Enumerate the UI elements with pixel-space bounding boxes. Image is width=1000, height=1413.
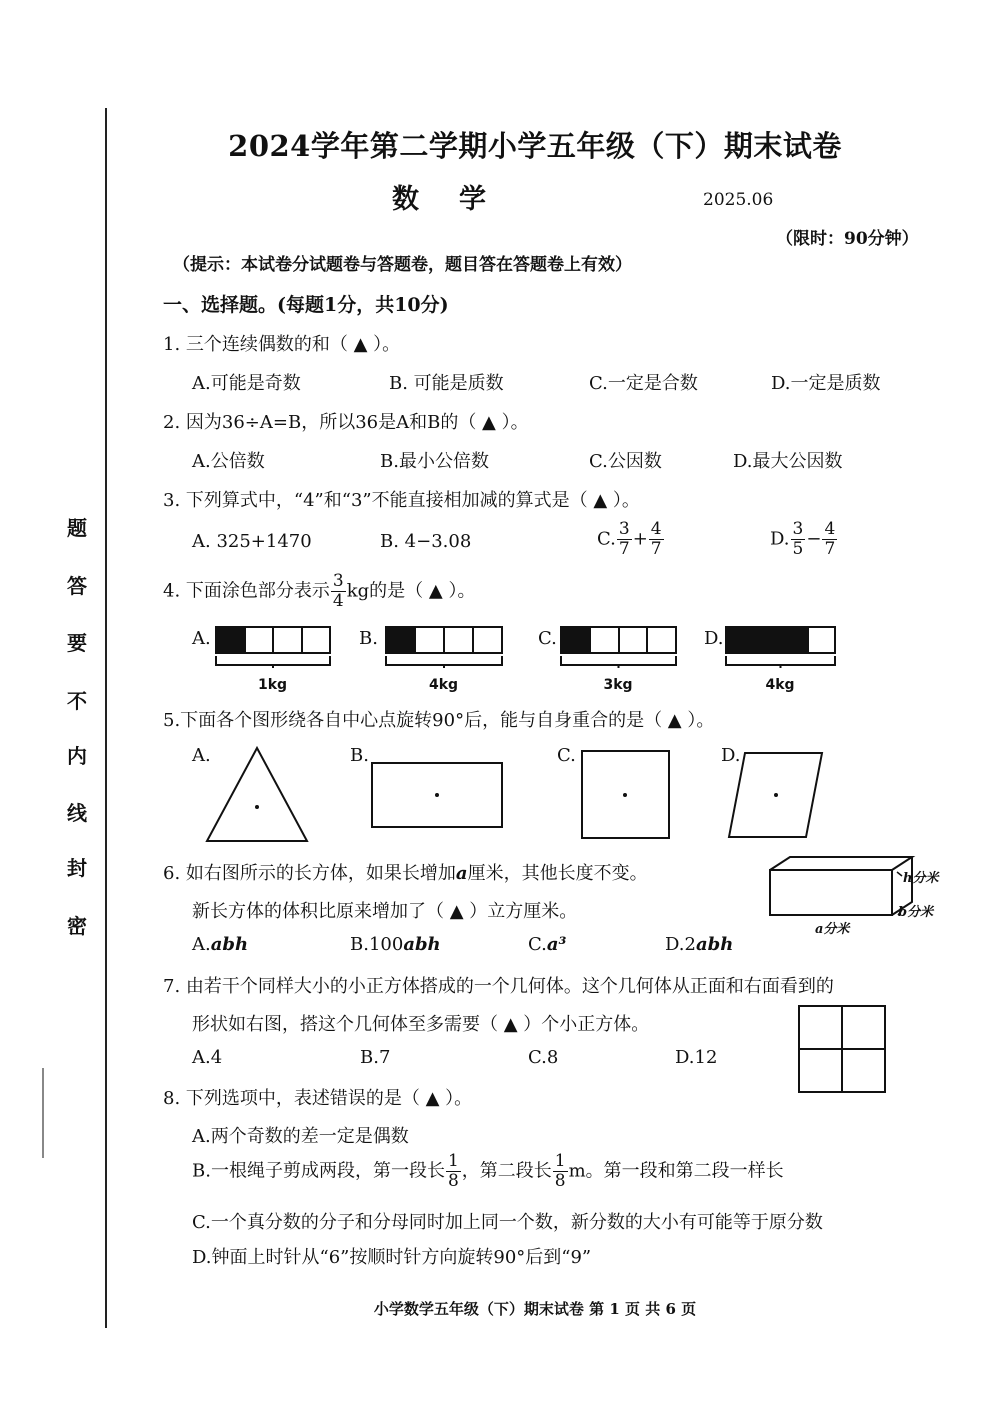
q7-option-a: A.4: [192, 1047, 223, 1068]
center-dot: [623, 793, 627, 797]
empty-cell: [416, 628, 445, 652]
triangle-shape: [207, 748, 307, 841]
filled-cell: [387, 628, 416, 652]
q5-option-d-label: D.: [721, 745, 741, 766]
q2-option-b: B.最小公倍数: [380, 451, 489, 472]
q1-option-a: A.可能是奇数: [192, 373, 301, 394]
q2-option-c: C.公因数: [589, 451, 662, 472]
operator: +: [632, 528, 648, 550]
kg-label: 3kg: [603, 677, 633, 693]
q7-option-b: B.7: [360, 1047, 391, 1068]
bracket-line: [560, 656, 677, 668]
seal-char: 密: [67, 914, 87, 938]
q4-option-label: D.: [704, 628, 724, 649]
q8-option-b: B.一根绳子剪成两段，第一段长 $\frac{1}{8}$ ，第二段长 $\frac{1}{8}$ m。第一段和第二段一样长: [192, 1151, 784, 1191]
seal-char: 内: [67, 744, 87, 768]
question-6-stem: 6. 如右图所示的长方体，如果长增加a厘米，其他长度不变。: [163, 863, 648, 884]
seal-char: 要: [67, 631, 87, 655]
fraction: $\frac{1}{8}$: [554, 1151, 566, 1191]
question-7-stem-2: 形状如右图，搭这个几何体至多需要（ ▲ ）个小正方体。: [192, 1014, 650, 1035]
seal-char: 题: [67, 516, 87, 540]
fraction: $\frac{4}{7}$: [824, 519, 836, 559]
empty-cell: [620, 628, 649, 652]
empty-cell: [303, 628, 330, 652]
filled-cell: [217, 628, 246, 652]
subject-title: 数学: [392, 184, 526, 215]
question-7-stem: 7. 由若干个同样大小的小正方体搭成的一个几何体。这个几何体从正面和右面看到的: [163, 976, 834, 997]
binding-mark: [42, 1068, 44, 1158]
q4-option-label: B.: [359, 628, 378, 649]
q7-option-c: C.8: [528, 1047, 559, 1068]
q6-option-b: B.100abh: [350, 934, 441, 955]
q8-option-c: C.一个真分数的分子和分母同时加上同一个数，新分数的大小有可能等于原分数: [192, 1212, 823, 1233]
q3-option-a: A. 325+1470: [192, 531, 312, 552]
empty-cell: [246, 628, 275, 652]
question-2-stem: 2. 因为36÷A=B，所以36是A和B的（ ▲ ）。: [163, 412, 529, 433]
center-dot: [435, 793, 439, 797]
q3-option-d: [770, 520, 838, 559]
exam-date: 2025.06: [703, 190, 774, 210]
filled-cell: [782, 628, 809, 652]
operator: −: [806, 528, 822, 550]
q1-option-d: D.一定是质数: [771, 373, 881, 394]
fraction: $\frac{3}{4}$: [332, 571, 344, 611]
q3-option-b: B. 4−3.08: [380, 531, 472, 552]
q5-shapes: [200, 745, 860, 845]
q4-option-label: A.: [192, 628, 211, 649]
empty-cell: [809, 628, 834, 652]
cuboid-b-label: b分米: [898, 905, 934, 920]
question-5-stem: 5.下面各个图形绕各自中心点旋转90°后，能与自身重合的是（ ▲ ）。: [163, 710, 715, 731]
question-1-stem: 1. 三个连续偶数的和（ ▲ ）。: [163, 334, 401, 355]
fraction: $\frac{3}{7}$: [618, 519, 630, 559]
center-dot: [774, 793, 778, 797]
q5-option-a-label: A.: [192, 745, 211, 766]
q8-option-a: A.两个奇数的差一定是偶数: [192, 1126, 409, 1147]
cuboid-a-label: a分米: [815, 922, 850, 937]
q3-option-c: [597, 520, 665, 559]
bracket-line: [385, 656, 503, 668]
seal-char: 不: [67, 689, 87, 713]
q6-option-c: C.a³: [528, 934, 567, 955]
exam-tip: （提示：本试卷分试题卷与答题卷，题目答在答题卷上有效）: [173, 255, 632, 275]
cuboid-h-label: h分米: [903, 871, 939, 886]
q5-option-c-label: C.: [557, 745, 576, 766]
kg-label: 4kg: [429, 677, 459, 693]
seal-char: 答: [67, 574, 87, 598]
option-label: C.: [597, 528, 616, 550]
fraction-bar: [560, 626, 677, 654]
q6-option-d: D.2abh: [665, 934, 734, 955]
fraction: $\frac{1}{8}$: [447, 1151, 459, 1191]
fraction: $\frac{3}{5}$: [792, 519, 804, 559]
question-8-stem: 8. 下列选项中，表述错误的是（ ▲ ）。: [163, 1088, 473, 1109]
q2-option-d: D.最大公因数: [733, 451, 843, 472]
cuboid-front: [770, 870, 892, 915]
q7-option-d: D.12: [675, 1047, 718, 1068]
center-dot: [255, 805, 259, 809]
seal-char: 线: [67, 801, 87, 825]
fraction-bar: [725, 626, 836, 654]
option-label: D.: [770, 528, 790, 550]
h-dim-arrow: [897, 872, 902, 876]
empty-cell: [591, 628, 620, 652]
view-figure: [797, 1004, 889, 1096]
cuboid-top: [770, 857, 912, 870]
question-3-stem: 3. 下列算式中，“4”和“3”不能直接相加减的算式是（ ▲ ）。: [163, 490, 640, 511]
question-4-stem: 4. 下面涂色部分表示 $\frac{3}{4}$ kg的是（ ▲ ）。: [163, 571, 476, 611]
q2-option-a: A.公倍数: [192, 451, 265, 472]
filled-cell: [727, 628, 754, 652]
bracket-line: [725, 656, 836, 668]
page-title: 2024学年第二学期小学五年级（下）期末试卷: [228, 129, 842, 163]
time-limit: （限时：90分钟）: [776, 229, 919, 249]
binding-line: [105, 108, 107, 1328]
q8-option-d: D.钟面上时针从“6”按顺时针方向旋转90°后到“9”: [192, 1247, 592, 1268]
fraction: $\frac{4}{7}$: [650, 519, 662, 559]
fraction-bar: [215, 626, 331, 654]
q1-option-c: C.一定是合数: [589, 373, 698, 394]
q1-option-b: B. 可能是质数: [389, 373, 504, 394]
filled-cell: [754, 628, 781, 652]
empty-cell: [648, 628, 675, 652]
q5-option-b-label: B.: [350, 745, 369, 766]
page-footer: 小学数学五年级（下）期末试卷 第 1 页 共 6 页: [373, 1300, 697, 1318]
cuboid-figure: [765, 852, 945, 937]
fraction-bar: [385, 626, 503, 654]
q6-option-a: A.abh: [192, 934, 249, 955]
bracket-line: [215, 656, 331, 668]
empty-cell: [474, 628, 501, 652]
kg-label: 4kg: [765, 677, 795, 693]
filled-cell: [562, 628, 591, 652]
seal-char: 封: [67, 856, 87, 880]
q4-option-label: C.: [538, 628, 557, 649]
question-6-stem-2: 新长方体的体积比原来增加了（ ▲ ）立方厘米。: [192, 901, 578, 922]
empty-cell: [274, 628, 303, 652]
section-heading: 一、选择题。(每题1分，共10分): [163, 294, 449, 316]
kg-label: 1kg: [258, 677, 288, 693]
empty-cell: [445, 628, 474, 652]
